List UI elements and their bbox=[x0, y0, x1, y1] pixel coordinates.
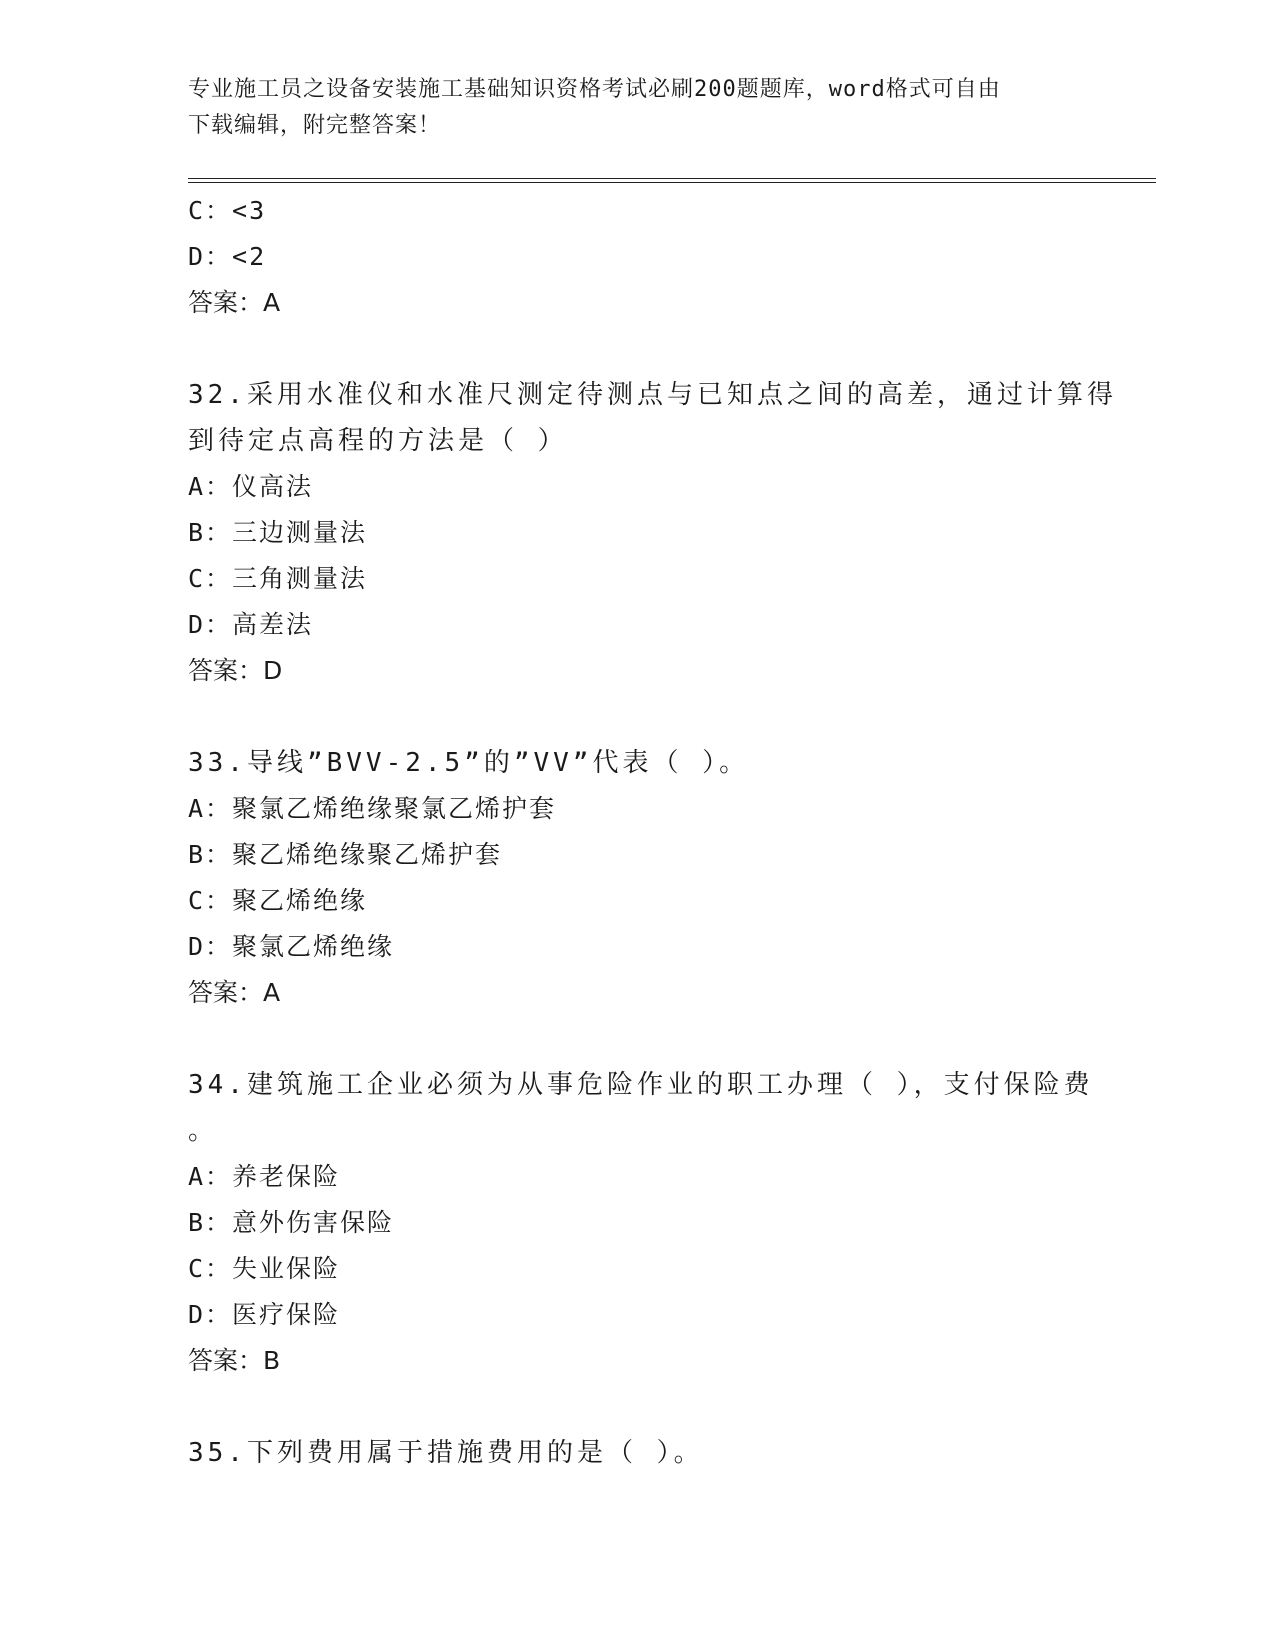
question-34 bbox=[188, 1062, 1094, 1384]
option-c: C：失业保险 bbox=[188, 1254, 341, 1283]
spacer bbox=[188, 1384, 1088, 1430]
header-title-line-2: 下载编辑，附完整答案！ bbox=[188, 113, 442, 138]
option-a: A：养老保险 bbox=[188, 1162, 341, 1191]
header-divider bbox=[188, 178, 1156, 183]
answer-line: 答案：B bbox=[188, 1346, 281, 1375]
question-stem-line: 到待定点高程的方法是（ ） bbox=[188, 426, 568, 456]
option-c: C：聚乙烯绝缘 bbox=[188, 886, 368, 915]
option-c: C：<3 bbox=[188, 196, 267, 225]
page-header bbox=[188, 72, 1068, 144]
question-32 bbox=[188, 372, 1117, 694]
option-b: B：聚乙烯绝缘聚乙烯护套 bbox=[188, 840, 503, 869]
option-d: D：<2 bbox=[188, 242, 267, 271]
spacer bbox=[188, 326, 1088, 372]
question-35 bbox=[188, 1430, 1088, 1476]
question-stem-line: 。 bbox=[188, 1116, 219, 1146]
spacer bbox=[188, 694, 1088, 740]
option-c: C：三角测量法 bbox=[188, 564, 368, 593]
answer-line: 答案：A bbox=[188, 978, 281, 1007]
option-b: B：三边测量法 bbox=[188, 518, 368, 547]
option-b: B：意外伤害保险 bbox=[188, 1208, 395, 1237]
option-a: A：仪高法 bbox=[188, 472, 314, 501]
question-stem-line: 32.采用水准仪和水准尺测定待测点与已知点之间的高差，通过计算得 bbox=[188, 380, 1117, 410]
option-d: D：医疗保险 bbox=[188, 1300, 341, 1329]
question-content bbox=[188, 188, 1117, 1476]
header-title-line-1: 专业施工员之设备安装施工基础知识资格考试必刷200题题库，word格式可自由 bbox=[188, 77, 1001, 102]
option-d: D：高差法 bbox=[188, 610, 314, 639]
question-33 bbox=[188, 740, 1088, 1016]
option-d: D：聚氯乙烯绝缘 bbox=[188, 932, 395, 961]
answer-line: 答案：D bbox=[188, 656, 283, 685]
answer-line: 答案：A bbox=[188, 288, 281, 317]
spacer bbox=[188, 1016, 1088, 1062]
option-a: A：聚氯乙烯绝缘聚氯乙烯护套 bbox=[188, 794, 557, 823]
question-stem-line: 33.导线”BVV-2.5”的”VV”代表（ ）。 bbox=[188, 748, 750, 778]
question-stem-line: 35.下列费用属于措施费用的是（ ）。 bbox=[188, 1438, 704, 1468]
previous-question-tail bbox=[188, 188, 1088, 326]
question-stem-line: 34.建筑施工企业必须为从事危险作业的职工办理（ ），支付保险费 bbox=[188, 1070, 1094, 1100]
